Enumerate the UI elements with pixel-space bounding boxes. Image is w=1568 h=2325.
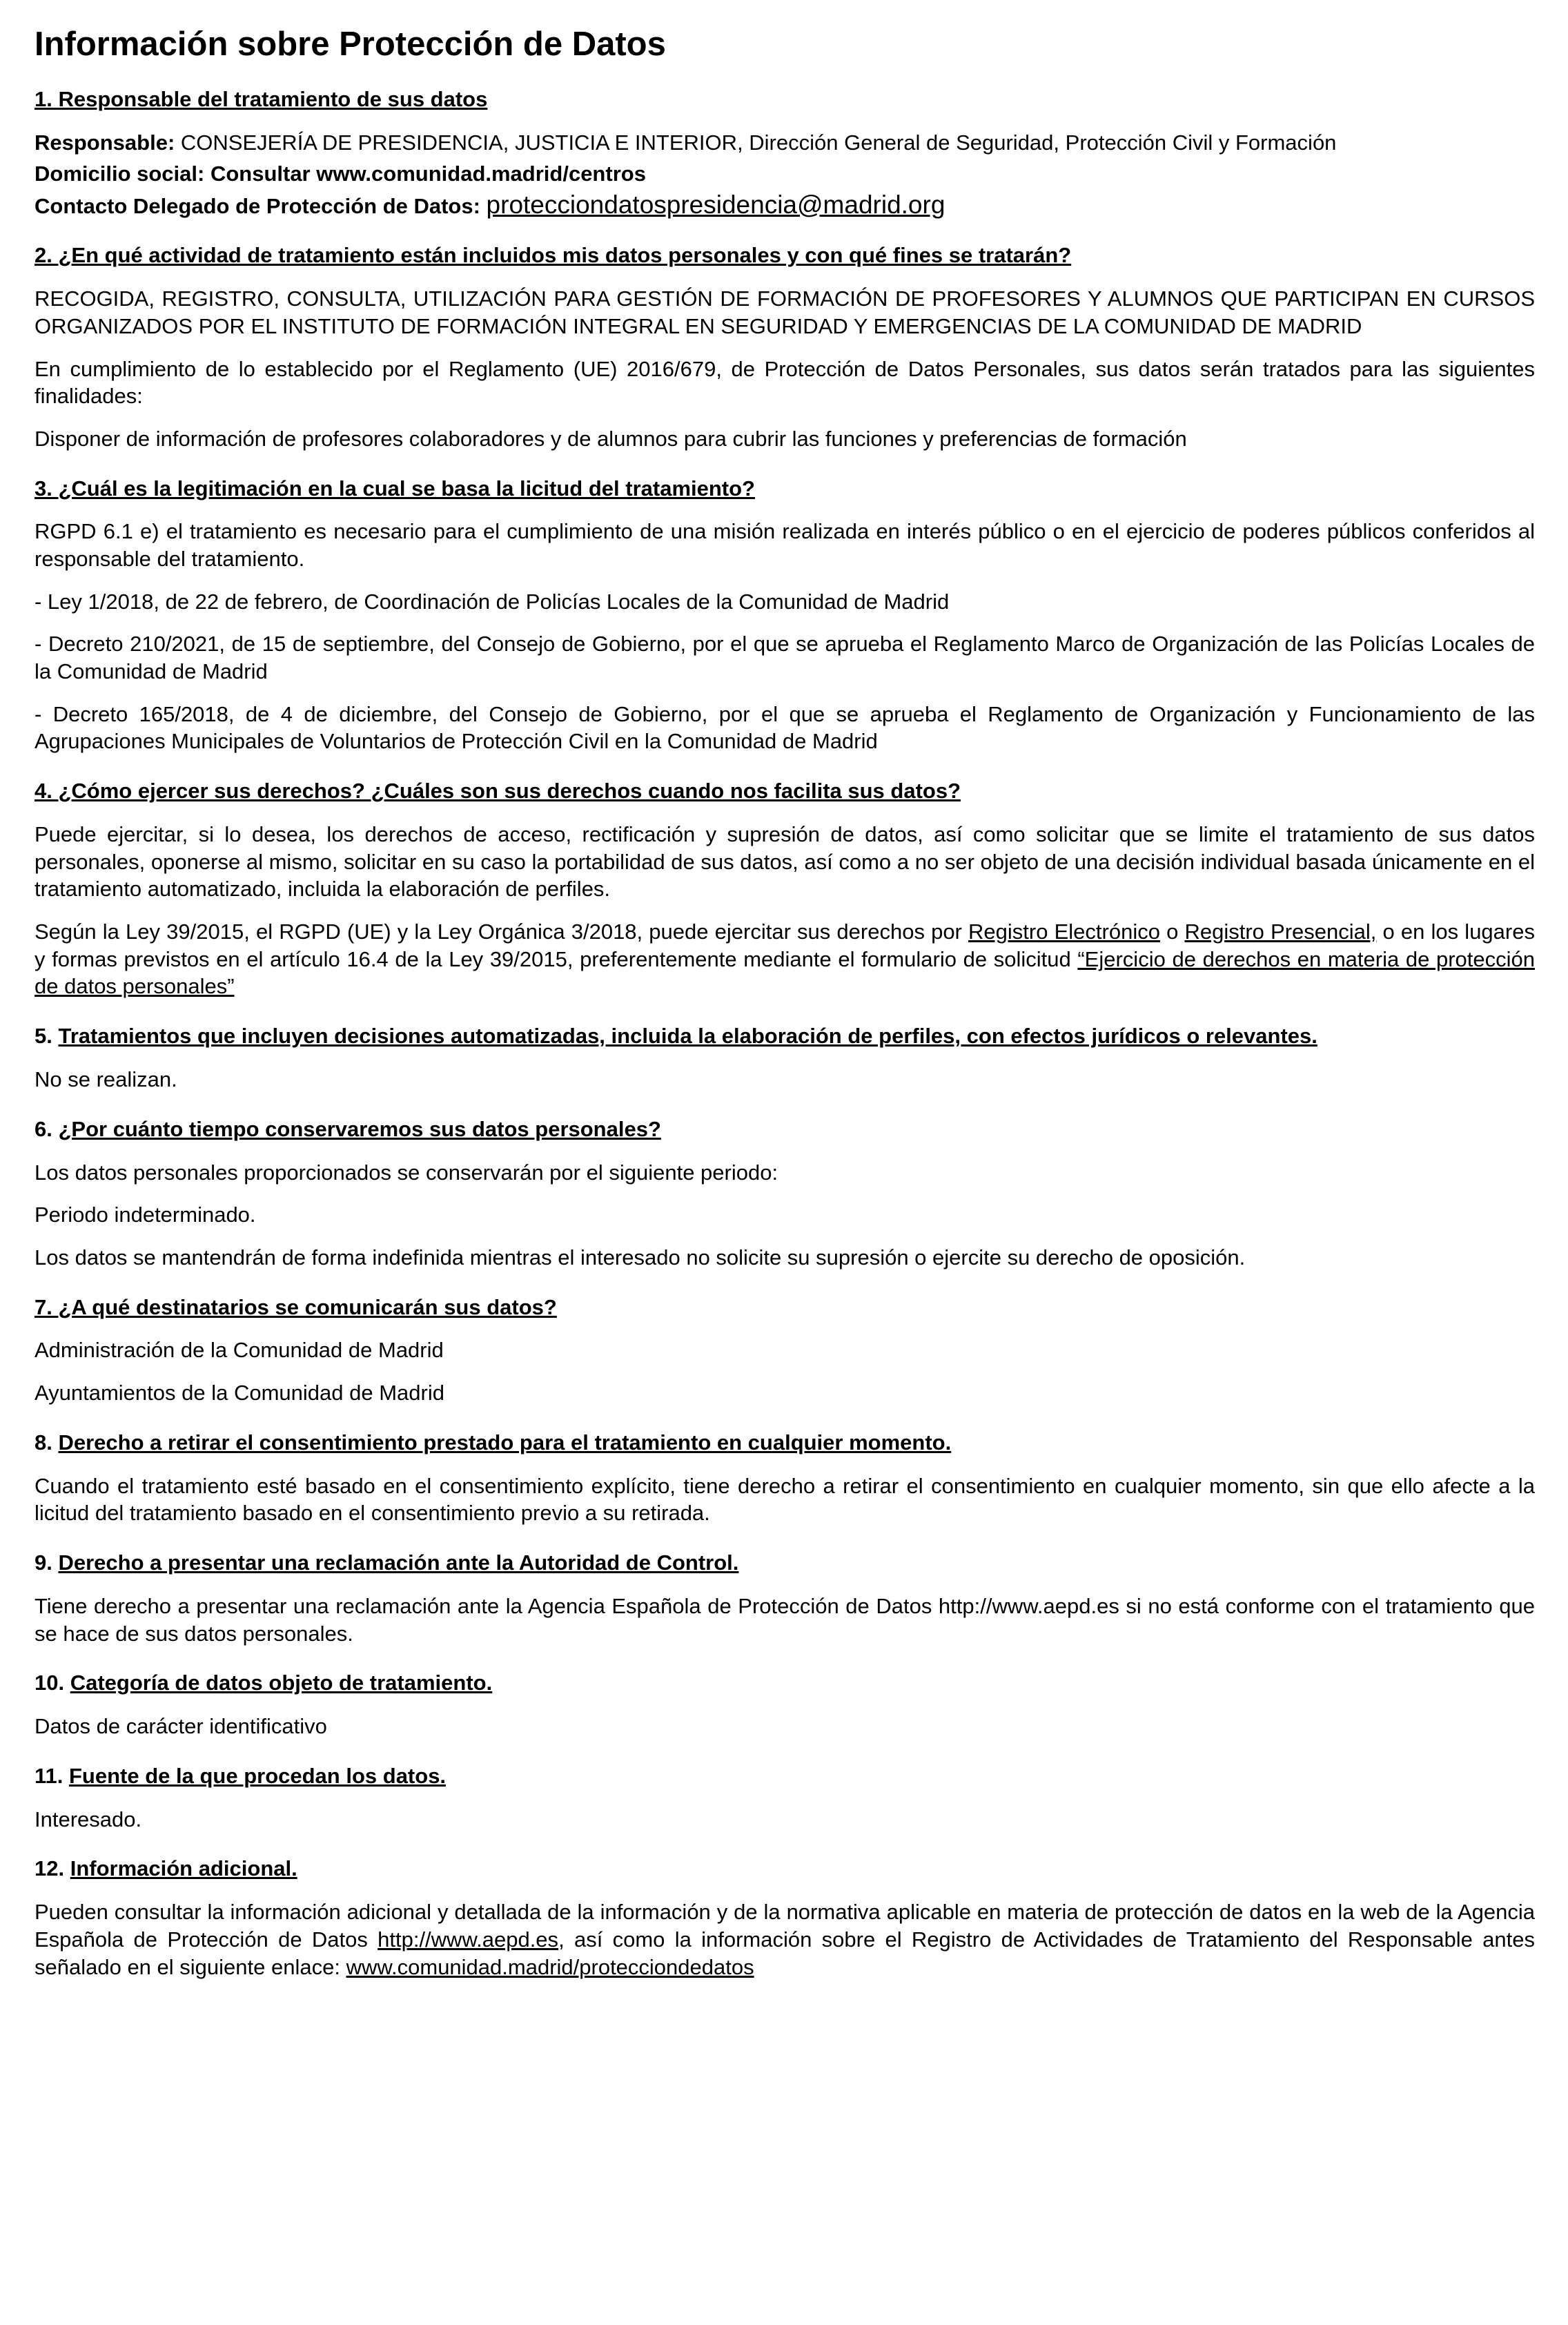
conservacion-detalle <box>35 1244 1535 1272</box>
section-fuente-heading <box>35 1762 1535 1791</box>
text-run: Ayuntamientos de la Comunidad de Madrid <box>35 1381 444 1405</box>
text-run: RGPD 6.1 e) el tratamiento es necesario para el cumplimiento de una misión realizada en interés público o en el ejercicio de poderes públicos conferidos al responsable del tratamiento. <box>35 519 1535 572</box>
text-run: No se realizan. <box>35 1067 177 1091</box>
section-heading-text: Información adicional. <box>70 1856 297 1881</box>
section-heading-text: ¿Por cuánto tiempo conservaremos sus datos personales? <box>58 1116 661 1141</box>
section-heading-text: Categoría de datos objeto de tratamiento. <box>70 1671 493 1695</box>
section-reclamacion <box>35 1549 1535 1647</box>
derechos-procedimiento <box>35 918 1535 1000</box>
no-se-realizan <box>35 1066 1535 1093</box>
text-run: o en los lugares y formas previstos en el artículo 16.4 de la Ley 39/2015, preferentemente mediante el formulario de solicitud <box>35 920 1535 971</box>
text-run: CONSEJERÍA DE PRESIDENCIA, JUSTICIA E INTERIOR, Dirección General de Seguridad, Protección Civil y Formación <box>180 130 1337 155</box>
text-run: Periodo indeterminado. <box>35 1203 256 1227</box>
norma-decreto-210-2021 <box>35 630 1535 685</box>
section-derechos <box>35 777 1535 1000</box>
text-run: Interesado. <box>35 1807 142 1831</box>
text-run: Tiene derecho a presentar una reclamación ante la Agencia Española de Protección de Datos http://www.aepd.es si no está conforme con el tratamiento que se hace de sus datos personales. <box>35 1593 1535 1646</box>
section-categoria-datos <box>35 1669 1535 1740</box>
section-destinatarios-heading <box>35 1294 1535 1322</box>
section-heading-text: ¿Cómo ejercer sus derechos? ¿Cuáles son sus derechos cuando nos facilita sus datos? <box>58 779 961 804</box>
section-number: 5. <box>35 1024 59 1049</box>
section-number: 7. <box>35 1294 59 1319</box>
section-derechos-heading <box>35 777 1535 806</box>
registro-actividades-link[interactable]: www.comunidad.madrid/protecciondedatos <box>346 1954 754 1979</box>
cumplimiento-reglamento <box>35 356 1535 410</box>
text-run: Cuando el tratamiento esté basado en el consentimiento explícito, tiene derecho a retirar el consentimiento en cualquier momento, sin que ello afecte a la licitud del tratamiento basado en el consentimiento previo a su retirada. <box>35 1473 1535 1526</box>
finalidad <box>35 425 1535 453</box>
section-heading-text: Fuente de la que procedan los datos. <box>69 1763 447 1788</box>
section-heading-text: Responsable del tratamiento de sus datos <box>58 87 488 112</box>
text-run: Datos de carácter identificativo <box>35 1714 327 1739</box>
section-number: 8. <box>35 1430 59 1455</box>
text-run: Según la Ley 39/2015, el RGPD (UE) y la Ley Orgánica 3/2018, puede ejercitar sus derechos por <box>35 920 969 944</box>
destinatario-administracion <box>35 1336 1535 1364</box>
actividad-descripcion <box>35 285 1535 340</box>
derechos-descripcion <box>35 821 1535 903</box>
section-responsable-heading <box>35 86 1535 114</box>
document-body <box>35 86 1535 1981</box>
text-run: Puede ejercitar, si lo desea, los derechos de acceso, rectificación y supresión de datos, así como solicitar que se limite el tratamiento de sus datos personales, oponerse al mismo, solicitar en su caso la portabilidad de sus datos, así como a no ser objeto de una decisión individual basada únicamente en el tratamiento automatizado, incluida la elaboración de perfiles. <box>35 822 1535 902</box>
text-run: , así como la información sobre el Registro de Actividades de Tratamiento del Responsable antes señalado en el siguiente enlace: <box>35 1927 1535 1979</box>
fuente-texto <box>35 1806 1535 1833</box>
text-run: - Decreto 210/2021, de 15 de septiembre, del Consejo de Gobierno, por el que se aprueba el Reglamento Marco de Organización de las Policías Locales de la Comunidad de Madrid <box>35 632 1535 684</box>
section-informacion-adicional-heading <box>35 1855 1535 1883</box>
section-number: 4. <box>35 779 59 804</box>
section-destinatarios <box>35 1294 1535 1407</box>
ejercicio-derechos-link[interactable]: “Ejercicio de derechos en materia de protección de datos personales” <box>35 946 1535 999</box>
registro-electronico-link[interactable]: Registro Electrónico <box>968 920 1160 944</box>
periodo <box>35 1201 1535 1229</box>
section-number: 10. <box>35 1671 70 1695</box>
section-fuente <box>35 1762 1535 1833</box>
section-number: 1. <box>35 87 59 112</box>
section-retirar-consentimiento-heading <box>35 1429 1535 1457</box>
reclamacion-texto <box>35 1593 1535 1647</box>
section-number: 9. <box>35 1550 59 1575</box>
text-run: En cumplimiento de lo establecido por el Reglamento (UE) 2016/679, de Protección de Datos Personales, sus datos serán tratados para las siguientes finalidades: <box>35 356 1535 409</box>
section-heading-text: Derecho a presentar una reclamación ante la Autoridad de Control. <box>58 1550 739 1575</box>
section-decisiones-automatizadas <box>35 1022 1535 1093</box>
section-responsable <box>35 86 1535 220</box>
domicilio-label: Domicilio social: Consultar www.comunidad.madrid/centros <box>35 161 646 186</box>
domicilio-line <box>35 160 1535 188</box>
text-run: RECOGIDA, REGISTRO, CONSULTA, UTILIZACIÓN PARA GESTIÓN DE FORMACIÓN DE PROFESORES Y ALUMNOS QUE PARTICIPAN EN CURSOS ORGANIZADOS POR EL INSTITUTO DE FORMACIÓN INTEGRAL EN SEGURIDAD Y EMERGENCIAS DE LA COMUNIDAD DE MADRID <box>35 286 1535 338</box>
registro-presencial-link[interactable]: Registro Presencial, <box>1184 920 1377 944</box>
rgpd-base <box>35 518 1535 572</box>
contacto-line <box>35 191 1535 220</box>
section-number: 11. <box>35 1763 69 1788</box>
page-title: Información sobre Protección de Datos <box>35 26 666 63</box>
categoria-texto <box>35 1713 1535 1740</box>
norma-ley-1-2018 <box>35 588 1535 616</box>
text-run: o <box>1159 920 1185 944</box>
text-run: Disponer de información de profesores colaboradores y de alumnos para cubrir las funciones y preferencias de formación <box>35 426 1187 451</box>
section-heading-text: Tratamientos que incluyen decisiones automatizadas, incluida la elaboración de perfiles, con efectos jurídicos o relevantes. <box>58 1024 1317 1049</box>
text-run: - Decreto 165/2018, de 4 de diciembre, del Consejo de Gobierno, por el que se aprueba el Reglamento de Organización y Funcionamiento de las Agrupaciones Municipales de Voluntarios de Protección Civil en la Comunidad de Madrid <box>35 701 1535 754</box>
section-reclamacion-heading <box>35 1549 1535 1577</box>
section-number: 6. <box>35 1116 59 1141</box>
section-number: 12. <box>35 1856 70 1881</box>
section-conservacion-heading <box>35 1116 1535 1144</box>
section-number: 2. <box>35 243 59 268</box>
norma-decreto-165-2018 <box>35 701 1535 755</box>
destinatario-ayuntamientos <box>35 1379 1535 1407</box>
text-run: - Ley 1/2018, de 22 de febrero, de Coordinación de Policías Locales de la Comunidad de Madrid <box>35 589 950 614</box>
section-decisiones-automatizadas-heading <box>35 1022 1535 1051</box>
retirar-consentimiento-texto <box>35 1472 1535 1527</box>
section-legitimacion-heading <box>35 475 1535 503</box>
dpd-email-link[interactable]: protecciondatospresidencia@madrid.org <box>486 190 945 219</box>
text-run: Los datos se mantendrán de forma indefinida mientras el interesado no solicite su supresión o ejercite su derecho de oposición. <box>35 1245 1246 1269</box>
text-run: Los datos personales proporcionados se conservarán por el siguiente periodo: <box>35 1160 778 1185</box>
section-heading-text: Derecho a retirar el consentimiento prestado para el tratamiento en cualquier momento. <box>58 1430 952 1455</box>
section-heading-text: ¿En qué actividad de tratamiento están incluidos mis datos personales y con qué fines se tratarán? <box>58 243 1072 268</box>
section-heading-text: ¿A qué destinatarios se comunicarán sus datos? <box>58 1294 557 1319</box>
section-legitimacion <box>35 475 1535 756</box>
section-heading-text: ¿Cuál es la legitimación en la cual se basa la licitud del tratamiento? <box>58 476 755 500</box>
text-run: Administración de la Comunidad de Madrid <box>35 1338 444 1363</box>
section-actividad <box>35 242 1535 452</box>
responsable-label: Responsable: <box>35 130 181 155</box>
adicional-texto <box>35 1898 1535 1981</box>
contacto-label: Contacto Delegado de Protección de Datos: <box>35 193 487 218</box>
section-informacion-adicional <box>35 1855 1535 1981</box>
section-categoria-datos-heading <box>35 1669 1535 1697</box>
responsable-line <box>35 129 1535 157</box>
text-run: Pueden consultar la información adicional y detallada de la información y de la normativa aplicable en materia de protección de datos en la web de la Agencia Española de Protección de Datos <box>35 1900 1535 1952</box>
section-retirar-consentimiento <box>35 1429 1535 1527</box>
section-conservacion <box>35 1116 1535 1272</box>
section-number: 3. <box>35 476 59 500</box>
aepd-link[interactable]: http://www.aepd.es <box>378 1927 559 1952</box>
conservacion-intro <box>35 1159 1535 1187</box>
section-actividad-heading <box>35 242 1535 270</box>
